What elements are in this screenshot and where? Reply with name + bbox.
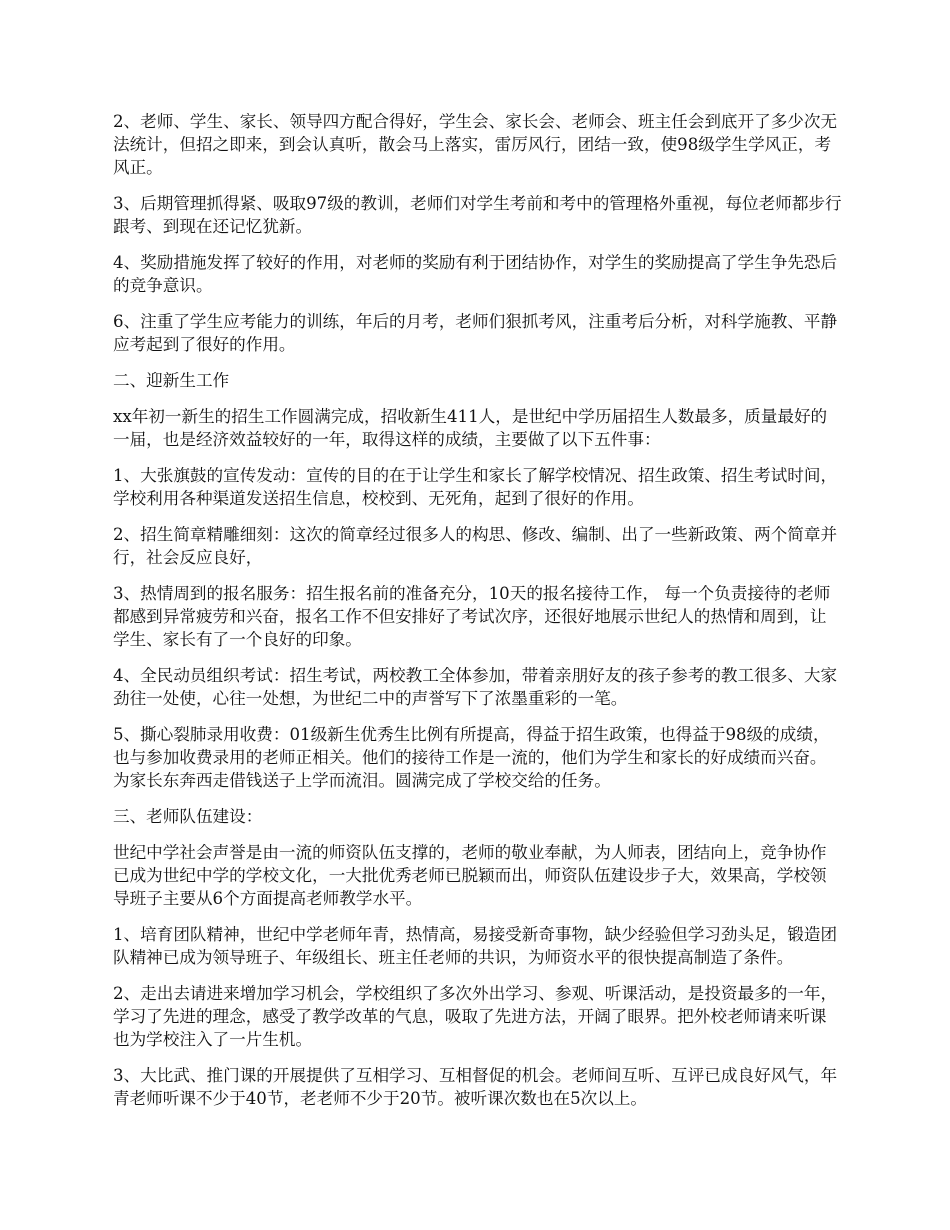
- paragraph-registration: 3、热情周到的报名服务：招生报名前的准备充分，10天的报名接待工作， 每一个负责接待的老师都感到异常疲劳和兴奋，报名工作不但安排好了考试次序，还很好地展示世纪人的热情和周到，让学生、家长有了一个良好的印象。: [113, 584, 831, 649]
- paragraph-brochure: 2、招生简章精雕细刻：这次的简章经过很多人的构思、修改、编制、出了一些新政策、两个简章并行，社会反应良好，: [113, 525, 838, 567]
- paragraph-exam-training: 6、注重了学生应考能力的训练，年后的月考，老师们狠抓考风，注重考后分析，对科学施教、平静应考起到了很好的作用。: [113, 312, 838, 354]
- paragraph-rewards: 4、奖励措施发挥了较好的作用，对老师的奖励有利于团结协作，对学生的奖励提高了学生争先恐后的竞争意识。: [113, 253, 838, 295]
- paragraph-teacher-reputation: 世纪中学社会声誉是由一流的师资队伍支撑的，老师的敬业奉献，为人师表，团结向上，竞争协作已成为世纪中学的学校文化，一大批优秀老师已脱颖而出，师资队伍建设步子大，效果高，学校领导班子主要从6个方面提高老师教学水平。: [113, 843, 827, 908]
- paragraph-learning-opportunities: 2、走出去请进来增加学习机会，学校组织了多次外出学习、参观、听课活动，是投资最多的一年，学习了先进的理念，感受了教学改革的气息，吸取了先进方法，开阔了眼界。把外校老师请来听课也为学校注入了一片生机。: [113, 984, 838, 1049]
- document-page: [113, 110, 843, 1123]
- paragraph-teamwork: 2、老师、学生、家长、领导四方配合得好，学生会、家长会、老师会、班主任会到底开了多少次无法统计，但招之即来，到会认真听，散会马上落实，雷厉风行，团结一致，使98级学生学风正，考风正。: [113, 112, 838, 177]
- paragraph-lesson-observation: 3、大比武、推门课的开展提供了互相学习、互相督促的机会。老师间互听、互评已成良好风气，年青老师听课不少于40节，老老师不少于20节。被听课次数也在5次以上。: [113, 1066, 838, 1108]
- paragraph-team-spirit: 1、培育团队精神，世纪中学老师年青，热情高，易接受新奇事物，缺少经验但学习劲头足，锻造团队精神已成为领导班子、年级组长、班主任老师的共识，为师资水平的很快提高制造了条件。: [113, 925, 838, 967]
- paragraph-exam-organization: 4、全民动员组织考试：招生考试，两校教工全体参加，带着亲朋好友的孩子参考的教工很多、大家劲往一处使，心往一处想，为世纪二中的声誉写下了浓墨重彩的一笔。: [113, 666, 838, 708]
- section-heading-new-students: 二、迎新生工作: [113, 371, 230, 390]
- paragraph-publicity: 1、大张旗鼓的宣传发动：宣传的目的在于让学生和家长了解学校情况、招生政策、招生考试时间，学校利用各种渠道发送招生信息，校校到、无死角，起到了很好的作用。: [113, 466, 838, 508]
- paragraph-late-management: 3、后期管理抓得紧、吸取97级的教训，老师们对学生考前和考中的管理格外重视，每位老师都步行跟考、到现在还记忆犹新。: [113, 194, 842, 236]
- section-heading-teacher-team: 三、老师队伍建设：: [113, 807, 263, 826]
- paragraph-admission-fees: 5、撕心裂肺录用收费：01级新生优秀生比例有所提高，得益于招生政策，也得益于98级的成绩，也与参加收费录用的老师正相关。他们的接待工作是一流的，他们为学生和家长的好成绩而兴奋。为家长东奔西走借钱送子上学而流泪。圆满完成了学校交给的任务。: [113, 725, 830, 790]
- paragraph-enrollment-summary: xx年初一新生的招生工作圆满完成，招收新生411人，是世纪中学历届招生人数最多，质量最好的一届，也是经济效益较好的一年，取得这样的成绩，主要做了以下五件事：: [113, 407, 828, 449]
